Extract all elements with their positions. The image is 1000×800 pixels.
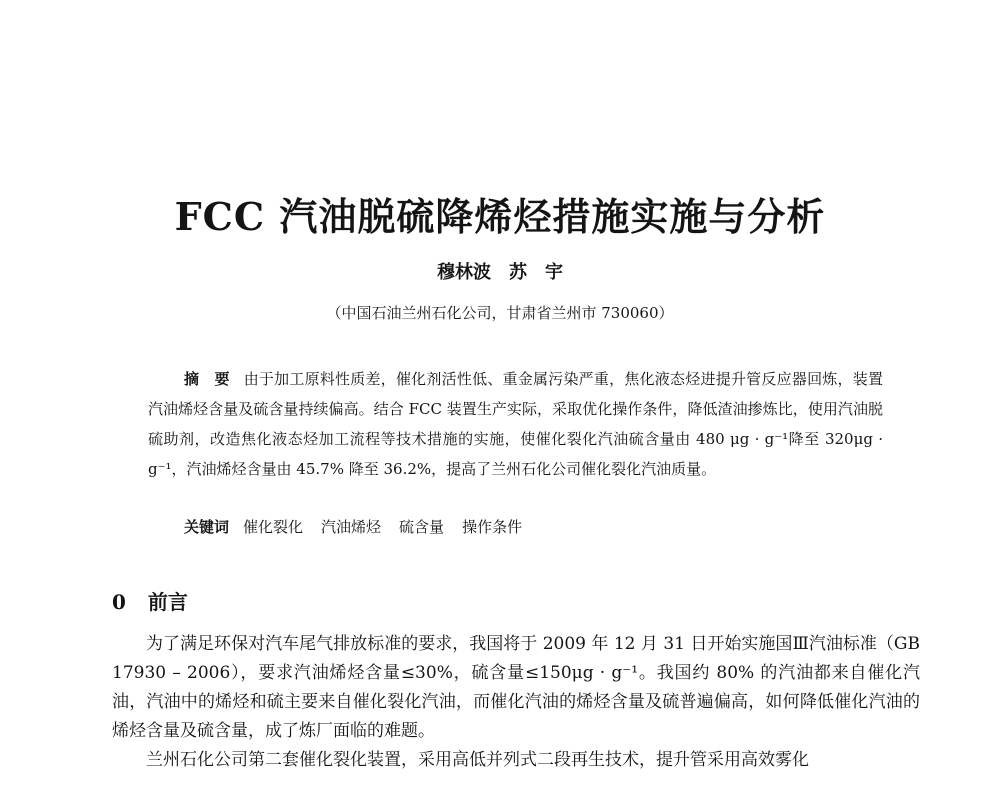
keyword: 汽油烯烃	[321, 518, 382, 536]
keyword: 催化裂化	[243, 518, 304, 536]
affiliation: （中国石油兰州石化公司，甘肃省兰州市 730060）	[326, 304, 674, 322]
abstract-text: 由于加工原料性质差，催化剂活性低、重金属污染严重，焦化液态烃进提升管反应器回炼，装置汽油烯烃含量及硫含量持续偏高。结合 FCC 装置生产实际，采取优化操作条件，降低渣油掺炼比，使用汽油脱硫助剂，改造焦化液态烃加工流程等技术措施的实施，使催化裂化汽油硫含量由 480 μg · g⁻¹降至 320μg · g⁻¹，汽油烯烃含量由 45.7% 降至 36.2%，提高了兰州石化公司催化裂化汽油质量。	[148, 370, 883, 478]
body-text	[112, 630, 920, 775]
keywords	[184, 512, 884, 542]
paragraph: 兰州石化公司第二套催化裂化装置，采用高低并列式二段再生技术，提升管采用高效雾化	[146, 750, 809, 770]
abstract-label: 摘 要	[184, 370, 230, 388]
section-number: 0	[112, 590, 126, 614]
paper-title: FCC 汽油脱硫降烯烃措施实施与分析	[174, 194, 826, 239]
authors: 穆林波 苏 宇	[437, 262, 563, 283]
keyword: 操作条件	[462, 518, 523, 536]
paragraph: 为了满足环保对汽车尾气排放标准的要求，我国将于 2009 年 12 月 31 日开始实施国Ⅲ汽油标准（GB 17930 – 2006），要求汽油烯烃含量≤30%，硫含量≤150μg · g⁻¹。我国约 80% 的汽油都来自催化汽油，汽油中的烯烃和硫主要来自催化裂化汽油，而催化汽油的烯烃含量及硫普遍偏高，如何降低催化汽油的烯烃含量及硫含量，成了炼厂面临的难题。	[112, 634, 920, 741]
keyword: 硫含量	[399, 518, 445, 536]
keywords-label: 关键词	[184, 518, 230, 536]
abstract	[148, 364, 883, 484]
section-heading	[112, 586, 188, 615]
section-title: 前言	[147, 590, 188, 614]
